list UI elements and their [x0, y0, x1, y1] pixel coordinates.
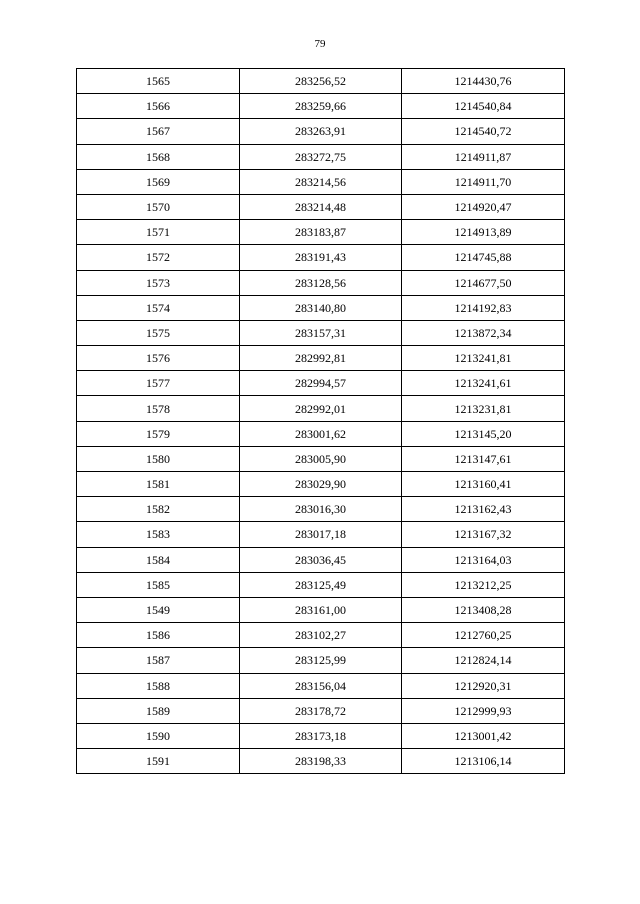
point-number-cell: 1581 — [77, 472, 240, 497]
x-coordinate-cell: 283272,75 — [240, 144, 402, 169]
table-row — [77, 597, 565, 622]
point-number-cell: 1591 — [77, 749, 240, 774]
table-row — [77, 572, 565, 597]
y-coordinate-cell: 1213001,42 — [402, 723, 565, 748]
y-coordinate-cell: 1213164,03 — [402, 547, 565, 572]
table-row — [77, 320, 565, 345]
y-coordinate-cell: 1212999,93 — [402, 698, 565, 723]
table-row — [77, 446, 565, 471]
y-coordinate-cell: 1214430,76 — [402, 69, 565, 94]
y-coordinate-cell: 1214911,70 — [402, 169, 565, 194]
x-coordinate-cell: 283256,52 — [240, 69, 402, 94]
x-coordinate-cell: 283128,56 — [240, 270, 402, 295]
point-number-cell: 1571 — [77, 220, 240, 245]
point-number-cell: 1574 — [77, 295, 240, 320]
y-coordinate-cell: 1214677,50 — [402, 270, 565, 295]
y-coordinate-cell: 1213241,61 — [402, 371, 565, 396]
x-coordinate-cell: 283183,87 — [240, 220, 402, 245]
x-coordinate-cell: 283102,27 — [240, 623, 402, 648]
x-coordinate-cell: 283157,31 — [240, 320, 402, 345]
x-coordinate-cell: 283140,80 — [240, 295, 402, 320]
table-row — [77, 522, 565, 547]
coordinates-table-body — [77, 69, 565, 774]
x-coordinate-cell: 282992,81 — [240, 346, 402, 371]
y-coordinate-cell: 1213145,20 — [402, 421, 565, 446]
point-number-cell: 1575 — [77, 320, 240, 345]
table-row — [77, 749, 565, 774]
point-number-cell: 1569 — [77, 169, 240, 194]
table-row — [77, 698, 565, 723]
point-number-cell: 1576 — [77, 346, 240, 371]
y-coordinate-cell: 1214192,83 — [402, 295, 565, 320]
point-number-cell: 1567 — [77, 119, 240, 144]
point-number-cell: 1590 — [77, 723, 240, 748]
y-coordinate-cell: 1213167,32 — [402, 522, 565, 547]
x-coordinate-cell: 283036,45 — [240, 547, 402, 572]
point-number-cell: 1589 — [77, 698, 240, 723]
point-number-cell: 1549 — [77, 597, 240, 622]
table-row — [77, 245, 565, 270]
x-coordinate-cell: 283125,99 — [240, 648, 402, 673]
x-coordinate-cell: 283156,04 — [240, 673, 402, 698]
y-coordinate-cell: 1212760,25 — [402, 623, 565, 648]
point-number-cell: 1568 — [77, 144, 240, 169]
table-row — [77, 169, 565, 194]
point-number-cell: 1572 — [77, 245, 240, 270]
x-coordinate-cell: 283005,90 — [240, 446, 402, 471]
table-row — [77, 144, 565, 169]
point-number-cell: 1579 — [77, 421, 240, 446]
table-row — [77, 220, 565, 245]
x-coordinate-cell: 283173,18 — [240, 723, 402, 748]
point-number-cell: 1573 — [77, 270, 240, 295]
y-coordinate-cell: 1213106,14 — [402, 749, 565, 774]
y-coordinate-cell: 1214540,72 — [402, 119, 565, 144]
x-coordinate-cell: 282992,01 — [240, 396, 402, 421]
table-row — [77, 194, 565, 219]
point-number-cell: 1580 — [77, 446, 240, 471]
table-row — [77, 497, 565, 522]
y-coordinate-cell: 1213408,28 — [402, 597, 565, 622]
point-number-cell: 1566 — [77, 94, 240, 119]
point-number-cell: 1577 — [77, 371, 240, 396]
x-coordinate-cell: 283016,30 — [240, 497, 402, 522]
point-number-cell: 1584 — [77, 547, 240, 572]
x-coordinate-cell: 283029,90 — [240, 472, 402, 497]
table-row — [77, 472, 565, 497]
point-number-cell: 1578 — [77, 396, 240, 421]
point-number-cell: 1587 — [77, 648, 240, 673]
table-row — [77, 547, 565, 572]
x-coordinate-cell: 283259,66 — [240, 94, 402, 119]
point-number-cell: 1565 — [77, 69, 240, 94]
x-coordinate-cell: 282994,57 — [240, 371, 402, 396]
x-coordinate-cell: 283191,43 — [240, 245, 402, 270]
table-row — [77, 673, 565, 698]
y-coordinate-cell: 1212824,14 — [402, 648, 565, 673]
x-coordinate-cell: 283214,48 — [240, 194, 402, 219]
point-number-cell: 1582 — [77, 497, 240, 522]
x-coordinate-cell: 283198,33 — [240, 749, 402, 774]
x-coordinate-cell: 283161,00 — [240, 597, 402, 622]
table-row — [77, 623, 565, 648]
y-coordinate-cell: 1213212,25 — [402, 572, 565, 597]
y-coordinate-cell: 1213241,81 — [402, 346, 565, 371]
point-number-cell: 1588 — [77, 673, 240, 698]
y-coordinate-cell: 1213162,43 — [402, 497, 565, 522]
y-coordinate-cell: 1214920,47 — [402, 194, 565, 219]
y-coordinate-cell: 1213147,61 — [402, 446, 565, 471]
x-coordinate-cell: 283017,18 — [240, 522, 402, 547]
table-row — [77, 119, 565, 144]
table-row — [77, 69, 565, 94]
point-number-cell: 1583 — [77, 522, 240, 547]
point-number-cell: 1586 — [77, 623, 240, 648]
page-number: 79 — [314, 38, 326, 50]
table-row — [77, 270, 565, 295]
y-coordinate-cell: 1212920,31 — [402, 673, 565, 698]
table-row — [77, 396, 565, 421]
table-row — [77, 371, 565, 396]
x-coordinate-cell: 283178,72 — [240, 698, 402, 723]
y-coordinate-cell: 1214913,89 — [402, 220, 565, 245]
table-row — [77, 648, 565, 673]
table-row — [77, 94, 565, 119]
x-coordinate-cell: 283263,91 — [240, 119, 402, 144]
coordinates-table — [76, 68, 565, 774]
y-coordinate-cell: 1214540,84 — [402, 94, 565, 119]
table-row — [77, 346, 565, 371]
table-row — [77, 421, 565, 446]
point-number-cell: 1585 — [77, 572, 240, 597]
x-coordinate-cell: 283214,56 — [240, 169, 402, 194]
table-row — [77, 723, 565, 748]
point-number-cell: 1570 — [77, 194, 240, 219]
x-coordinate-cell: 283125,49 — [240, 572, 402, 597]
y-coordinate-cell: 1213231,81 — [402, 396, 565, 421]
y-coordinate-cell: 1213872,34 — [402, 320, 565, 345]
y-coordinate-cell: 1214911,87 — [402, 144, 565, 169]
table-row — [77, 295, 565, 320]
y-coordinate-cell: 1213160,41 — [402, 472, 565, 497]
y-coordinate-cell: 1214745,88 — [402, 245, 565, 270]
x-coordinate-cell: 283001,62 — [240, 421, 402, 446]
